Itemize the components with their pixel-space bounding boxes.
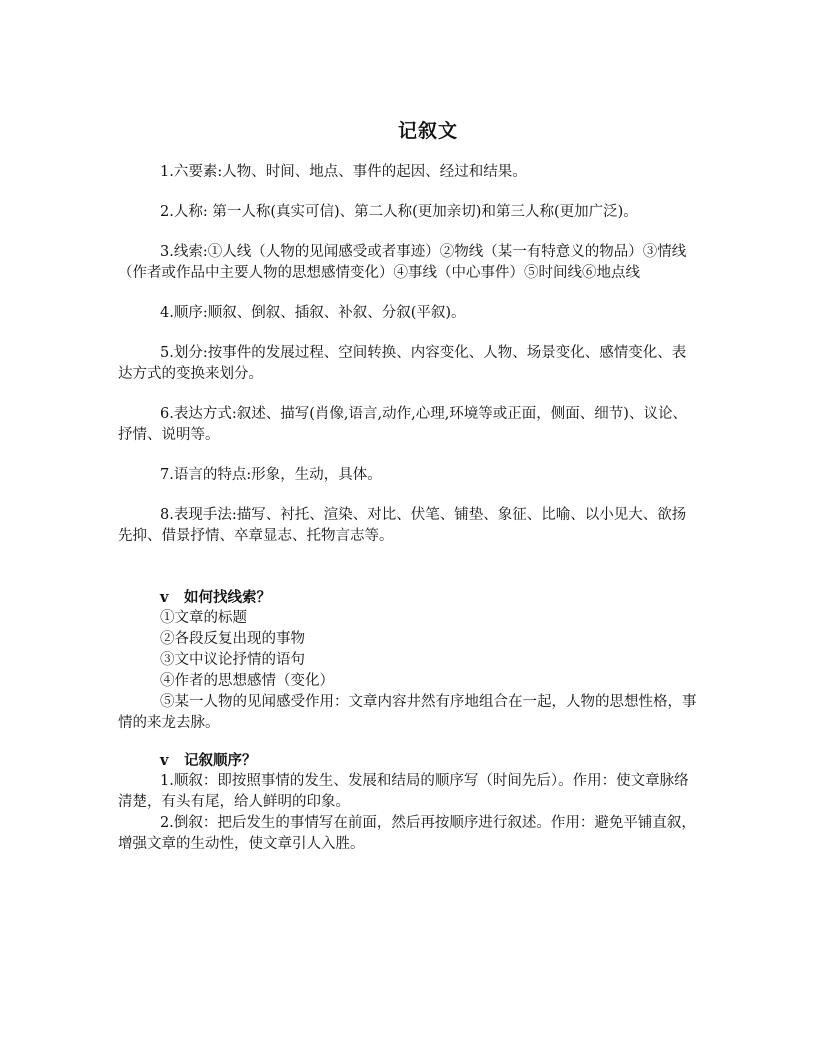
document-title: 记叙文 bbox=[397, 120, 458, 142]
bullet-icon: v bbox=[160, 589, 169, 606]
list-item: ⑤某一人物的见闻感受作用：文章内容井然有序地组合在一起，人物的思想性格，事情的来龙去脉。 bbox=[118, 694, 697, 731]
document-body bbox=[118, 162, 698, 855]
point-3: 3.线索:①人线（人物的见闻感受或者事迹）②物线（某一有特意义的物品）③情线（作者或作品中主要人物的思想感情变化）④事线（中心事件）⑤时间线⑥地点线 bbox=[118, 244, 687, 281]
list-item: ④作者的思想感情（变化） bbox=[160, 673, 334, 689]
list-item: ①文章的标题 bbox=[160, 610, 247, 626]
spacer bbox=[118, 547, 698, 573]
section-heading-text: 记叙顺序？ bbox=[184, 752, 257, 769]
list-item: 2.倒叙：把后发生的事情写在前面，然后再按顺序进行叙述。作用：避免平铺直叙，增强文章的生动性，使文章引人入胜。 bbox=[118, 815, 696, 852]
point-5: 5.划分:按事件的发展过程、空间转换、内容变化、人物、场景变化、感情变化、表达方式的变换来划分。 bbox=[118, 345, 687, 382]
point-2: 2.人称: 第一人称(真实可信)、第二人称(更加亲切)和第三人称(更加广泛)。 bbox=[160, 204, 638, 220]
section-heading-clues bbox=[118, 587, 698, 608]
point-6: 6.表达方式:叙述、描写(肖像,语言,动作,心理,环境等或正面，侧面、细节)、议论、抒情、说明等。 bbox=[118, 406, 687, 443]
point-8: 8.表现手法:描写、衬托、渲染、对比、伏笔、铺垫、象征、比喻、以小见大、欲扬先抑、借景抒情、卒章显志、托物言志等。 bbox=[118, 507, 687, 544]
list-item: ②各段反复出现的事物 bbox=[160, 631, 305, 647]
section-heading-text: 如何找线索？ bbox=[184, 589, 271, 606]
point-4: 4.顺序:顺叙、倒叙、插叙、补叙、分叙(平叙)。 bbox=[160, 305, 466, 321]
list-item: ③文中议论抒情的语句 bbox=[160, 652, 305, 668]
spacer bbox=[118, 734, 698, 750]
section-heading-order bbox=[118, 750, 698, 771]
list-item: 1.顺叙：即按照事情的发生、发展和结局的顺序写（时间先后）。作用：使文章脉络清楚，有头有尾，给人鲜明的印象。 bbox=[118, 773, 689, 810]
point-1: 1.六要素:人物、时间、地点、事件的起因、经过和结果。 bbox=[160, 164, 527, 180]
point-7: 7.语言的特点:形象，生动，具体。 bbox=[160, 467, 382, 483]
bullet-icon: v bbox=[160, 752, 169, 769]
